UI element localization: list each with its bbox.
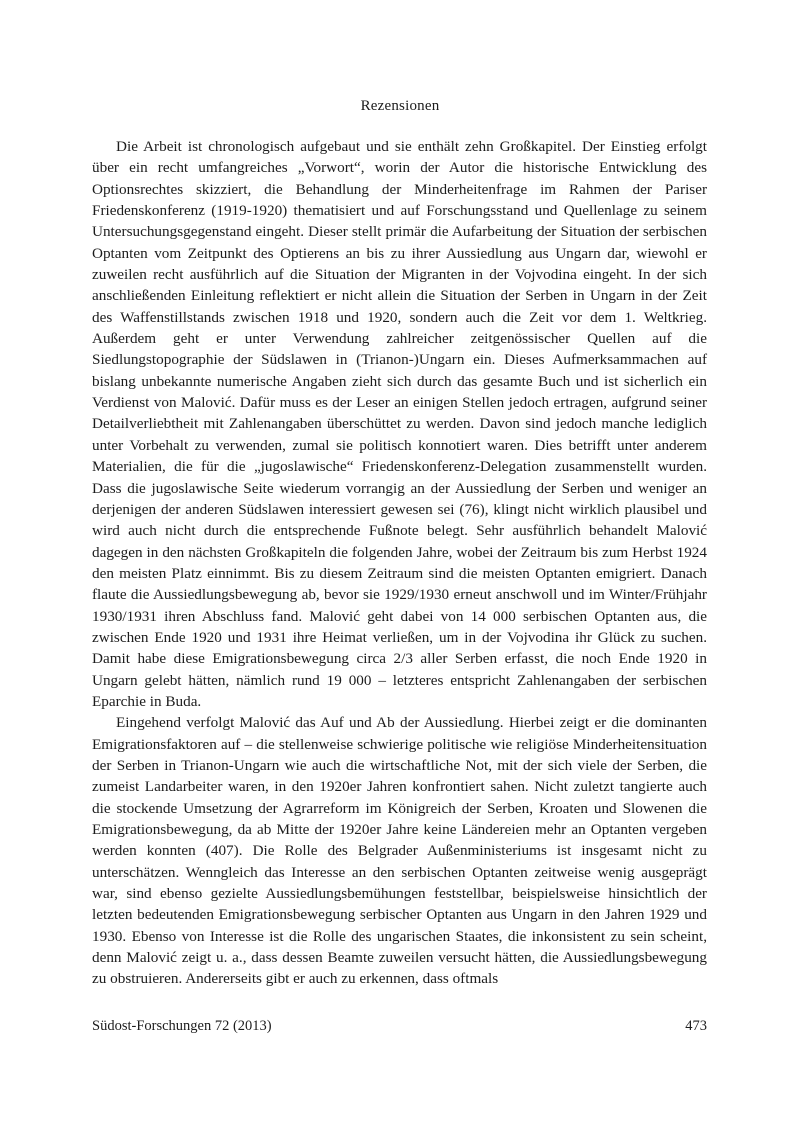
paragraph: Eingehend verfolgt Malović das Auf und Ab der Aussiedlung. Hierbei zeigt er die dominanten Emigrationsfaktoren auf – die stellenweise schwierige politische wie religiöse Minderheitensituation der Serben in Trianon-Ungarn wie auch die wirtschaftliche Not, mit der sich viele der Serben, die zumeist Landarbeiter waren, in den 1920er Jahren konfrontiert sahen. Nicht zuletzt tangierte auch die stockende Umsetzung der Agrarreform im Königreich der Serben, Kroaten und Slowenen die Emigrationsbewegung, da ab Mitte der 1920er Jahre keine Ländereien mehr an Optanten vergeben werden konnten (407). Die Rolle des Belgrader Außenministeriums ist insgesamt nicht zu unterschätzen. Wenngleich das Interesse an den serbischen Optanten zeitweise wenig ausgeprägt war, sind ebenso gezielte Aussiedlungsbemühungen feststellbar, beispielsweise hinsichtlich der letzten bedeutenden Emigrationsbewegung serbischer Optanten aus Ungarn in den Jahren 1929 und 1930. Ebenso von Interesse ist die Rolle des ungarischen Staates, die inkonsistent zu sein scheint, denn Malović zeigt u. a., dass dessen Beamte zuweilen versucht hätten, die Aussiedlungsbewegung zu obstruieren. Andererseits gibt er auch zu erkennen, dass oftmals xyxy=(92,714,707,988)
page-footer xyxy=(92,1018,707,1035)
running-header: Rezensionen xyxy=(360,98,440,114)
page-number: 473 xyxy=(685,1018,707,1034)
article-body xyxy=(92,136,707,990)
paragraph: Die Arbeit ist chronologisch aufgebaut und sie enthält zehn Großkapitel. Der Einstieg erfolgt über ein recht umfangreiches „Vorwort“, worin der Autor die historische Entwicklung des Optionsrechtes skizziert, die Behandlung der Minderheitenfrage im Rahmen der Pariser Friedenskonferenz (1919-1920) thematisiert und auf Forschungsstand und Quellenlage zu seinem Untersuchungsgegenstand eingeht. Dieser stellt primär die Aufarbeitung der Situation der serbischen Optanten vom Zeitpunkt des Optierens an bis zu ihrer Aussiedlung aus Ungarn dar, wiewohl er zuweilen recht ausführlich auf die Situation der Migranten in der Vojvodina eingeht. In der sich anschließenden Einleitung reflektiert er nicht allein die Situation der Serben in Ungarn in der Zeit des Waffenstillstands zwischen 1918 und 1920, sondern auch die Zeit vor dem 1. Weltkrieg. Außerdem geht er unter Verwendung zahlreicher zeitgenössischer Quellen auf die Siedlungstopographie der Südslawen in (Trianon-)Ungarn ein. Dieses Aufmerksammachen auf bislang unbekannte numerische Angaben zieht sich durch das gesamte Buch und ist sicherlich ein Verdienst von Malović. Dafür muss es der Leser an einigen Stellen jedoch ertragen, aufgrund seiner Detailverliebtheit mit Zahlenangaben überschüttet zu werden. Davon sind jedoch manche lediglich unter Vorbehalt zu verwenden, zumal sie politisch konnotiert waren. Dies betrifft unter anderem Materialien, die für die „jugoslawische“ Friedenskonferenz-Delegation zusammenstellt wurden. Dass die jugoslawische Seite wiederum vorrangig an der Aussiedlung der Serben und weniger an derjenigen der anderen Südslawen interessiert gewesen sei (76), klingt nicht wirklich plausibel und wird auch nicht durch die entsprechende Fußnote belegt. Sehr ausführlich behandelt Malović dagegen in den nächsten Großkapiteln die folgenden Jahre, wobei der Zeitraum bis zum Herbst 1924 den meisten Platz einnimmt. Bis zu diesem Zeitraum sind die meisten Optanten emigriert. Danach flaute die Aussiedlungsbewegung ab, bevor sie 1929/1930 erneut anschwoll und im Winter/Frühjahr 1930/1931 ihren Abschluss fand. Malović geht dabei von 14 000 serbischen Optanten aus, die zwischen Ende 1920 und 1931 ihre Heimat verließen, um in der Vojvodina ihr Glück zu suchen. Damit habe diese Emigrationsbewegung circa 2/3 aller Serben erfasst, die noch Ende 1920 in Ungarn gelebt hätten, nämlich rund 19 000 – letzteres entspricht Zahlenangaben der serbischen Eparchie in Buda. xyxy=(92,138,707,710)
journal-citation: Südost-Forschungen 72 (2013) xyxy=(92,1018,272,1034)
